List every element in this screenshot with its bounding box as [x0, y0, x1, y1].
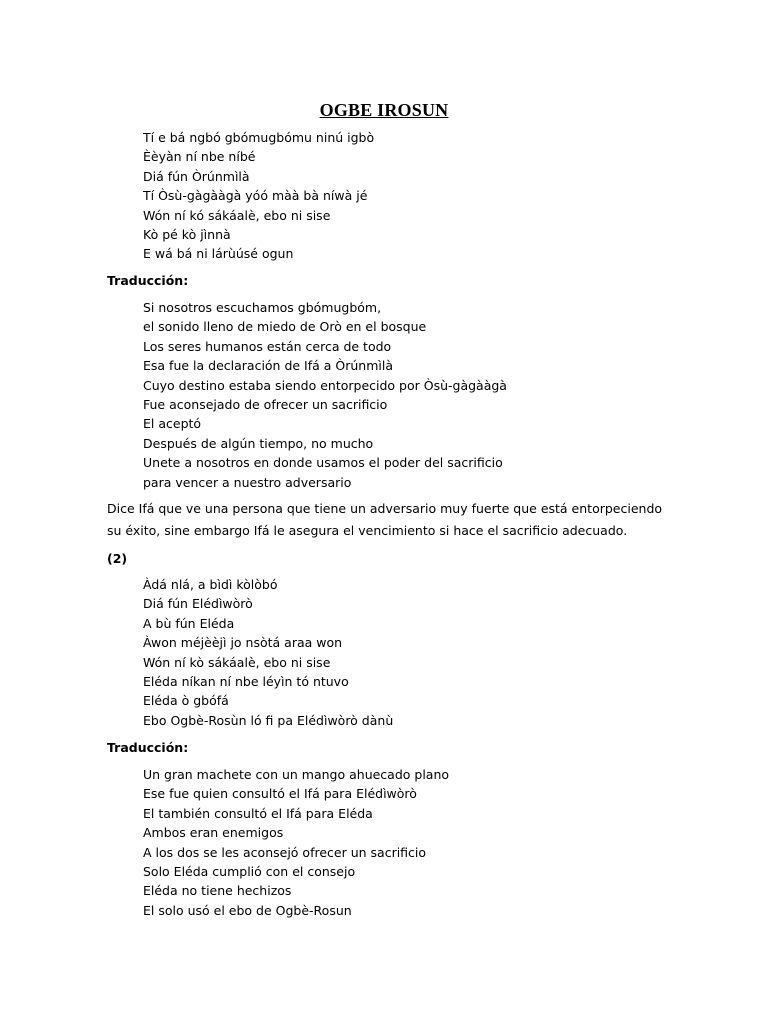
- verse-line: Tí Òsù-gàgààgà yóó màà bà níwà jé: [143, 188, 368, 204]
- verse-line: Eléda níkan ní nbe léyìn tó ntuvo: [143, 674, 349, 690]
- translation-line: El aceptó: [143, 416, 202, 432]
- translation-1: [143, 298, 507, 492]
- translation-line: para vencer a nuestro adversario: [143, 474, 352, 490]
- translation-line: Un gran machete con un mango ahuecado plano: [143, 767, 450, 782]
- translation-line: Ambos eran enemigos: [143, 825, 284, 841]
- verse-line: Tí e bá ngbó gbómugbómu ninú igbò: [143, 130, 375, 145]
- translation-line: Cuyo destino estaba siendo entorpecido por Òsù-gàgààgà: [143, 377, 507, 393]
- translation-line: Eléda no tiene hechizos: [143, 883, 292, 899]
- translation-line: El también consultó el Ifá para Eléda: [143, 805, 373, 821]
- translation-line: A los dos se les aconsejó ofrecer un sacrificio: [143, 844, 427, 860]
- verse-line: Diá fún Òrúnmìlà: [143, 168, 250, 184]
- translation-line: El solo usó el ebo de Ogbè-Rosun: [143, 902, 352, 918]
- verse-line: E wá bá ni lárùúsé ogun: [143, 246, 294, 262]
- translation-line: Fue aconsejado de ofrecer un sacrificio: [143, 397, 388, 413]
- translation-2: [143, 765, 449, 920]
- verse-line: Àdá nlá, a bìdì kòlòbó: [143, 577, 278, 592]
- document-title: OGBE IROSUN: [319, 100, 449, 120]
- verse-line: Èèyàn ní nbe níbé: [143, 149, 256, 165]
- verse-line: Wón ní kó sákáalè, ebo ni sise: [143, 207, 331, 223]
- verse-line: A bù fún Eléda: [143, 615, 235, 631]
- verse-line: Àwon méjèèjì jo nsòtá araa won: [143, 635, 343, 651]
- translation-line: Los seres humanos están cerca de todo: [143, 338, 392, 354]
- translation-line: Esa fue la declaración de Ifá a Òrúnmìlà: [143, 358, 394, 374]
- translation-line: Solo Eléda cumplió con el consejo: [143, 864, 356, 880]
- explanation-paragraph: [107, 498, 677, 541]
- verse-2: [143, 575, 393, 730]
- translation-line: Después de algún tiempo, no mucho: [143, 435, 374, 451]
- translation-line: el sonido lleno de miedo de Orò en el bosque: [143, 319, 427, 335]
- verse-line: Diá fún Elédìwòrò: [143, 596, 253, 612]
- translation-line: Si nosotros escuchamos gbómugbóm,: [143, 300, 382, 315]
- verse-line: Kò pé kò jìnnà: [143, 227, 231, 243]
- verse-1: [143, 128, 374, 264]
- translation-heading: Traducción:: [107, 273, 189, 288]
- verse-line: Eléda ò gbófá: [143, 693, 229, 709]
- translation-heading: Traducción:: [107, 740, 189, 755]
- verse-line: Ebo Ogbè-Rosùn ló fi pa Elédìwòrò dànù: [143, 712, 394, 728]
- paragraph-line: su éxito, sine embargo Ifá le asegura el vencimiento si hace el sacrificio adecuado.: [107, 522, 628, 538]
- translation-line: Ese fue quien consultó el Ifá para Elédìwòrò: [143, 786, 417, 802]
- section-number: (2): [107, 551, 128, 566]
- verse-line: Wón ní kò sákáalè, ebo ni sise: [143, 654, 331, 670]
- translation-line: Unete a nosotros en donde usamos el poder del sacrificio: [143, 455, 503, 471]
- paragraph-line: Dice Ifá que ve una persona que tiene un adversario muy fuerte que está entorpeciendo: [107, 501, 663, 516]
